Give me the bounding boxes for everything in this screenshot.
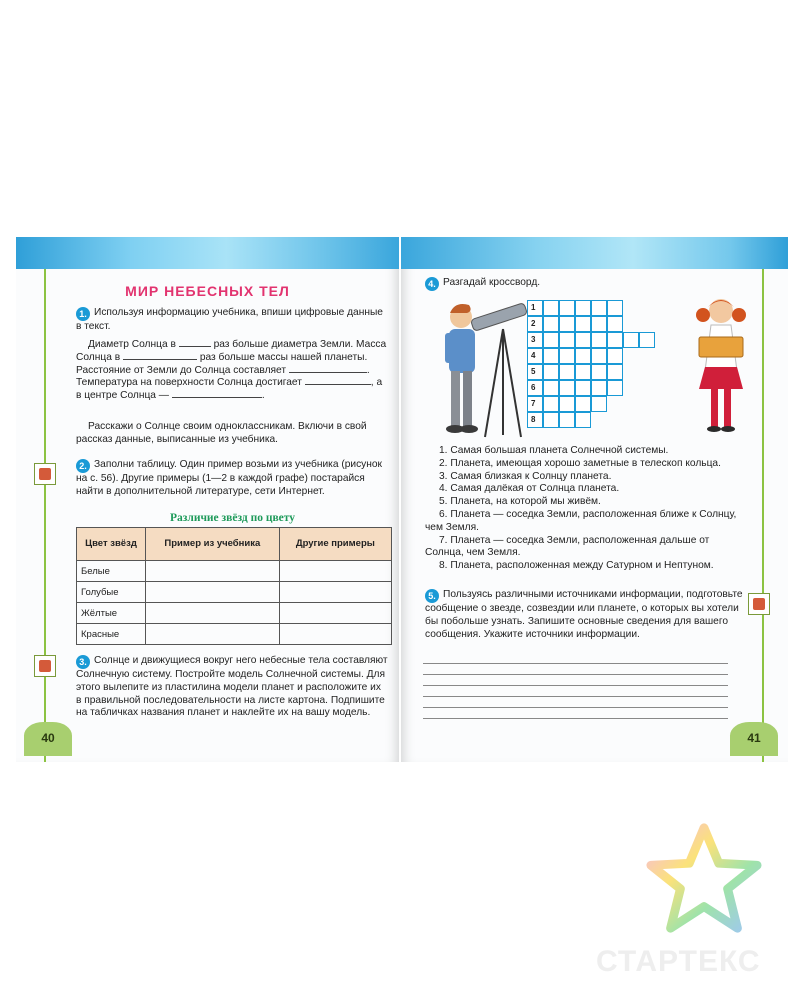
table-row <box>77 561 392 582</box>
crossword-cell[interactable] <box>575 396 591 412</box>
crossword-number: 5 <box>531 367 536 376</box>
crossword-number: 7 <box>531 399 536 408</box>
boy-with-telescope-illustration <box>423 289 535 441</box>
blank-diameter[interactable] <box>179 346 211 347</box>
crossword-cell[interactable] <box>623 332 639 348</box>
table-cell-input[interactable] <box>146 582 280 603</box>
table-header: Цвет звёзд <box>77 528 146 561</box>
crossword-cell[interactable] <box>559 364 575 380</box>
table-header: Другие примеры <box>279 528 391 561</box>
star-logo-icon <box>645 820 763 938</box>
crossword-cell[interactable] <box>591 364 607 380</box>
research-icon <box>34 463 56 485</box>
crossword-cell[interactable] <box>591 348 607 364</box>
crossword-cell[interactable] <box>527 396 543 412</box>
crossword-number: 1 <box>531 303 536 312</box>
task-1-badge: 1. <box>76 307 90 321</box>
crossword-cell[interactable] <box>575 332 591 348</box>
crossword-cell[interactable] <box>543 348 559 364</box>
crossword-clues <box>425 445 743 573</box>
crossword-cell[interactable] <box>543 412 559 428</box>
crossword-number: 3 <box>531 335 536 344</box>
clue-item: 6. Планета — соседка Земли, расположенная ближе к Солнцу, чем Земля. <box>425 508 737 533</box>
clue-item: 4. Самая далёкая от Солнца планета. <box>439 483 620 495</box>
crossword-cell[interactable] <box>591 300 607 316</box>
table-cell-input[interactable] <box>146 603 280 624</box>
task-2: 2. Заполни таблицу. Один пример возьми из учебника (рисунок на с. 56). Другие примеры (1—2 в каждой графе) постарайся найти в дополнительной литературе, сети Интернет. <box>76 459 383 497</box>
clue-item: 8. Планета, расположенная между Сатурном и Нептуном. <box>439 560 714 572</box>
task-1-intro: 1. Используя информацию учебника, впиши цифровые данные в текст. <box>76 307 383 332</box>
page-number-left: 40 <box>24 722 72 756</box>
crossword-cell[interactable] <box>591 380 607 396</box>
task-2-badge: 2. <box>76 459 90 473</box>
crossword-cell[interactable] <box>575 412 591 428</box>
crossword-cell[interactable] <box>559 412 575 428</box>
table-cell-color: Красные <box>77 624 146 645</box>
crossword-cell[interactable] <box>559 396 575 412</box>
table-row <box>77 603 392 624</box>
right-margin-line <box>762 269 764 762</box>
crossword-cell[interactable] <box>591 332 607 348</box>
crossword-cell[interactable] <box>543 380 559 396</box>
crossword-cell[interactable] <box>575 364 591 380</box>
crossword-cell[interactable] <box>607 380 623 396</box>
table-cell-input[interactable] <box>146 561 280 582</box>
crossword-cell[interactable] <box>575 316 591 332</box>
crossword-cell[interactable] <box>543 332 559 348</box>
clue-item: 5. Планета, на которой мы живём. <box>439 496 601 508</box>
crossword-cell[interactable] <box>559 348 575 364</box>
crossword-cell[interactable] <box>559 380 575 396</box>
blank-core-temp[interactable] <box>172 397 262 398</box>
answer-lines[interactable] <box>423 653 728 719</box>
task-1-story: Расскажи о Солнце своим одноклассникам. Включи в свой рассказ данные, выписанные из учебника. <box>76 421 367 445</box>
workbook-spread <box>16 237 788 762</box>
crossword-cell[interactable] <box>543 316 559 332</box>
clue-item: 2. Планета, имеющая хорошо заметные в телескоп кольца. <box>439 457 721 469</box>
girl-with-book-illustration <box>681 289 761 439</box>
crossword-cell[interactable] <box>575 348 591 364</box>
left-margin-line <box>44 269 46 762</box>
table-row <box>77 582 392 603</box>
blank-mass[interactable] <box>123 359 197 360</box>
crossword-number: 6 <box>531 383 536 392</box>
crossword-cell[interactable] <box>607 348 623 364</box>
blank-surface-temp[interactable] <box>305 384 371 385</box>
task-4: 4. Разгадай кроссворд. <box>425 277 625 291</box>
crossword-cell[interactable] <box>575 380 591 396</box>
clue-item: 7. Планета — соседка Земли, расположенная дальше от Солнца, чем Земля. <box>425 534 710 559</box>
task-4-badge: 4. <box>425 277 439 291</box>
table-row <box>77 624 392 645</box>
crossword-cell[interactable] <box>591 396 607 412</box>
group-work-icon <box>34 655 56 677</box>
crossword-cell[interactable] <box>607 332 623 348</box>
crossword-cell[interactable] <box>559 316 575 332</box>
task-5: 5. Пользуясь различными источниками информации, подготовьте сообщение о звезде, созвездии или планете, о которых вы хотели бы побольше узнать. Запишите основные сведения для вашего сообщения. Укажите источники информации. <box>425 589 743 640</box>
clue-item: 1. Самая большая планета Солнечной системы. <box>439 445 669 456</box>
crossword-cell[interactable] <box>639 332 655 348</box>
crossword-cell[interactable] <box>543 364 559 380</box>
watermark-brand: СТАРТЕКС <box>596 945 761 978</box>
crossword-cell[interactable] <box>527 348 543 364</box>
table-cell-input[interactable] <box>279 603 391 624</box>
star-color-table <box>76 527 392 645</box>
table-cell-input[interactable] <box>146 624 280 645</box>
page-number-right: 41 <box>730 722 778 756</box>
task-3-badge: 3. <box>76 655 90 669</box>
crossword-cell[interactable] <box>591 316 607 332</box>
crossword-number: 8 <box>531 415 536 424</box>
crossword-cell[interactable] <box>575 300 591 316</box>
task-5-badge: 5. <box>425 589 439 603</box>
right-page <box>401 237 788 762</box>
left-page <box>16 237 399 762</box>
table-cell-color: Голубые <box>77 582 146 603</box>
task-3: 3. Солнце и движущиеся вокруг него небесные тела составляют Солнечную систему. Постройте модель Солнечной системы. Для этого вылепите из пластилина модели планет и расположите их в правильной последовательности на листе картона. Подпишите на табличках названия планет и наклейте их на вашу модель. <box>76 655 388 719</box>
table-cell-input[interactable] <box>279 582 391 603</box>
crossword-number: 2 <box>531 319 536 328</box>
crossword-cell[interactable] <box>543 396 559 412</box>
table-cell-color: Белые <box>77 561 146 582</box>
crossword-cell[interactable] <box>527 380 543 396</box>
crossword-cell[interactable] <box>527 316 543 332</box>
crossword-cell[interactable] <box>607 316 623 332</box>
right-page-banner <box>401 237 788 269</box>
table-header: Пример из учебника <box>146 528 280 561</box>
page-title: МИР НЕБЕСНЫХ ТЕЛ <box>125 283 290 299</box>
clue-item: 3. Самая близкая к Солнцу планета. <box>439 470 612 482</box>
left-page-banner <box>16 237 399 269</box>
blank-distance[interactable] <box>289 372 367 373</box>
crossword-cell[interactable] <box>527 364 543 380</box>
table-cell-input[interactable] <box>279 624 391 645</box>
crossword-number: 4 <box>531 351 536 360</box>
crossword-cell[interactable] <box>543 300 559 316</box>
crossword-cell[interactable] <box>559 332 575 348</box>
table-cell-input[interactable] <box>279 561 391 582</box>
group-work-icon <box>748 593 770 615</box>
crossword-cell[interactable] <box>559 300 575 316</box>
table-title: Различие звёзд по цвету <box>169 512 296 524</box>
task-1-fill-text: Диаметр Солнца в раз больше диаметра Земли. Масса Солнца в раз больше массы нашей планеты. Расстояние от Земли до Солнца составляет . Температура на поверхности Солнца достигает , а в центре Солнца — . <box>76 339 387 402</box>
crossword-cell[interactable] <box>527 412 543 428</box>
crossword-cell[interactable] <box>607 364 623 380</box>
crossword-cell[interactable] <box>607 300 623 316</box>
crossword-cell[interactable] <box>527 332 543 348</box>
table-cell-color: Жёлтые <box>77 603 146 624</box>
crossword-cell[interactable] <box>527 300 543 316</box>
